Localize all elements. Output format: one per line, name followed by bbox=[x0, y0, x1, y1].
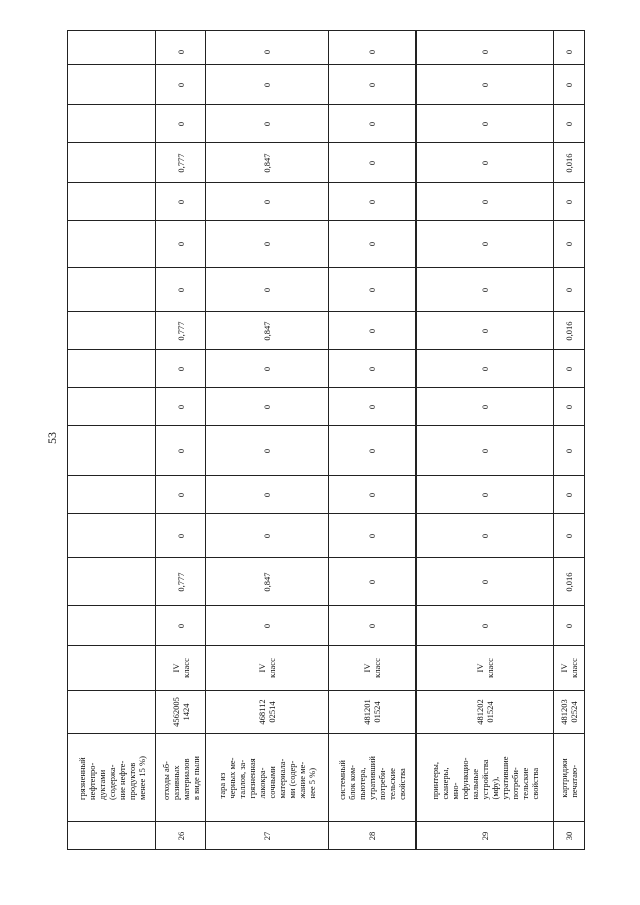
value-cell-text: 0 bbox=[480, 121, 490, 126]
waste-code-cell bbox=[329, 690, 415, 733]
value-cell bbox=[206, 425, 328, 475]
value-cell-text: 0 bbox=[175, 49, 186, 54]
value-cell-text: 0 bbox=[564, 287, 574, 292]
value-cell bbox=[554, 557, 584, 605]
hazard-class-cell-text: IV класс bbox=[170, 658, 191, 678]
value-cell-text: 0 bbox=[175, 623, 186, 628]
row-number-cell bbox=[68, 821, 155, 849]
value-cell bbox=[329, 513, 415, 557]
value-cell-text: 0 bbox=[367, 448, 377, 453]
value-cell-text: 0 bbox=[564, 623, 574, 628]
waste-name-cell bbox=[329, 733, 415, 821]
row-number-cell bbox=[329, 821, 415, 849]
value-cell bbox=[68, 182, 155, 220]
waste-table bbox=[67, 30, 585, 850]
value-cell-text: 0 bbox=[175, 241, 186, 247]
hazard-class-cell-text: IV класс bbox=[257, 658, 277, 678]
row-number-cell-text: 27 bbox=[262, 831, 272, 840]
waste-name-cell bbox=[554, 733, 584, 821]
value-cell bbox=[206, 182, 328, 220]
waste-name-cell-text: грязненный нефтепро- дуктами (содержа- ние нефте- продуктов менее 15 %) bbox=[76, 755, 147, 800]
value-cell bbox=[329, 425, 415, 475]
value-cell-text: 0 bbox=[367, 287, 377, 292]
hazard-class-cell bbox=[329, 645, 415, 690]
hazard-class-cell-text: IV класс bbox=[475, 658, 495, 678]
value-cell bbox=[68, 605, 155, 645]
waste-code-cell-text: 468112 02514 bbox=[257, 699, 277, 725]
value-cell bbox=[329, 267, 415, 311]
row-number-cell bbox=[206, 821, 328, 849]
value-cell-text: 0 bbox=[262, 533, 272, 538]
value-cell-text: 0 bbox=[564, 404, 574, 409]
value-cell bbox=[329, 605, 415, 645]
value-cell-text: 0 bbox=[564, 533, 574, 538]
waste-code-cell bbox=[554, 690, 584, 733]
row-number-cell bbox=[554, 821, 584, 849]
value-cell bbox=[206, 475, 328, 513]
value-cell bbox=[554, 220, 584, 267]
value-cell-text: 0 bbox=[175, 287, 186, 292]
row-number-cell-text: 29 bbox=[480, 831, 490, 840]
value-cell-text: 0 bbox=[262, 287, 272, 292]
value-cell bbox=[68, 267, 155, 311]
value-cell-text: 0 bbox=[367, 492, 377, 497]
waste-name-cell bbox=[156, 733, 205, 821]
value-cell bbox=[417, 220, 553, 267]
value-cell-text: 0 bbox=[480, 492, 490, 497]
value-cell-text: 0 bbox=[367, 328, 377, 333]
value-cell bbox=[329, 104, 415, 142]
hazard-class-cell bbox=[68, 645, 155, 690]
waste-code-cell-text: 481202 01524 bbox=[475, 699, 495, 725]
value-cell bbox=[206, 104, 328, 142]
value-cell bbox=[68, 39, 155, 64]
value-cell bbox=[206, 220, 328, 267]
value-cell bbox=[156, 557, 205, 605]
value-cell bbox=[206, 267, 328, 311]
table-row bbox=[417, 31, 554, 849]
value-cell bbox=[329, 142, 415, 182]
hazard-class-cell bbox=[417, 645, 553, 690]
waste-name-cell-text: картриджи печатаю- bbox=[559, 757, 579, 798]
waste-name-cell-text: принтеры, сканеры, мно- гофункцио- нальные устройства (мфу), утратившие потреби- тельские свойства bbox=[430, 755, 540, 800]
value-cell-text: 0 bbox=[367, 82, 377, 87]
value-cell-text: 0 bbox=[367, 199, 377, 204]
value-cell-text: 0 bbox=[262, 241, 272, 247]
value-cell bbox=[329, 64, 415, 104]
value-cell-text: 0 bbox=[175, 492, 186, 497]
value-cell bbox=[554, 39, 584, 64]
value-cell bbox=[554, 182, 584, 220]
value-cell bbox=[156, 182, 205, 220]
hazard-class-cell bbox=[156, 645, 205, 690]
value-cell-text: 0,847 bbox=[262, 320, 272, 341]
value-cell-text: 0 bbox=[367, 404, 377, 409]
value-cell bbox=[206, 64, 328, 104]
value-cell bbox=[329, 557, 415, 605]
hazard-class-cell-text: IV класс bbox=[362, 658, 382, 678]
value-cell-text: 0 bbox=[175, 533, 186, 538]
value-cell bbox=[156, 267, 205, 311]
value-cell-text: 0 bbox=[262, 404, 272, 409]
value-cell-text: 0 bbox=[175, 366, 186, 371]
value-cell-text: 0 bbox=[480, 404, 490, 409]
value-cell-text: 0 bbox=[564, 366, 574, 371]
hazard-class-cell bbox=[206, 645, 328, 690]
value-cell-text: 0 bbox=[367, 160, 377, 165]
waste-name-cell-text: тара из черных ме- таллов, за- грязненная лакокра- сочными материала- ми (содер- жание ме- нее 5 %) bbox=[217, 757, 317, 798]
value-cell bbox=[206, 142, 328, 182]
value-cell-text: 0 bbox=[262, 492, 272, 497]
value-cell-text: 0 bbox=[262, 448, 272, 453]
value-cell bbox=[329, 349, 415, 387]
hazard-class-cell bbox=[554, 645, 584, 690]
row-number-cell bbox=[417, 821, 553, 849]
value-cell bbox=[68, 475, 155, 513]
value-cell bbox=[554, 267, 584, 311]
value-cell-text: 0 bbox=[564, 121, 574, 126]
value-cell bbox=[417, 182, 553, 220]
value-cell-text: 0 bbox=[480, 579, 490, 584]
value-cell bbox=[68, 311, 155, 349]
value-cell-text: 0,016 bbox=[564, 152, 574, 173]
value-cell-text: 0 bbox=[367, 623, 377, 628]
value-cell bbox=[554, 64, 584, 104]
value-cell bbox=[417, 605, 553, 645]
value-cell-text: 0 bbox=[564, 49, 574, 54]
value-cell bbox=[554, 475, 584, 513]
value-cell bbox=[417, 557, 553, 605]
value-cell-text: 0 bbox=[175, 448, 186, 453]
value-cell bbox=[329, 220, 415, 267]
waste-code-cell-text: 481203 02524 bbox=[559, 699, 579, 725]
value-cell bbox=[156, 64, 205, 104]
value-cell bbox=[329, 39, 415, 64]
value-cell-text: 0 bbox=[367, 241, 377, 247]
table-row bbox=[329, 31, 417, 849]
waste-code-cell bbox=[206, 690, 328, 733]
value-cell-text: 0 bbox=[480, 533, 490, 538]
row-number-cell-text: 30 bbox=[564, 831, 574, 840]
value-cell-text: 0 bbox=[564, 199, 574, 204]
value-cell-text: 0 bbox=[367, 366, 377, 371]
value-cell bbox=[417, 513, 553, 557]
value-cell-text: 0 bbox=[480, 328, 490, 333]
table-row bbox=[554, 31, 584, 849]
value-cell-text: 0 bbox=[564, 492, 574, 497]
value-cell bbox=[156, 220, 205, 267]
value-cell-text: 0 bbox=[175, 121, 186, 126]
value-cell-text: 0 bbox=[564, 241, 574, 247]
value-cell-text: 0 bbox=[175, 82, 186, 87]
value-cell bbox=[554, 142, 584, 182]
value-cell bbox=[156, 513, 205, 557]
value-cell-text: 0 bbox=[262, 49, 272, 54]
value-cell-text: 0 bbox=[262, 366, 272, 371]
waste-name-cell-text: отходы аб- разивных материалов в виде пыли bbox=[160, 755, 201, 800]
value-cell-text: 0 bbox=[480, 241, 490, 247]
value-cell bbox=[68, 142, 155, 182]
value-cell-text: 0 bbox=[367, 49, 377, 54]
value-cell-text: 0,847 bbox=[262, 571, 272, 592]
value-cell bbox=[554, 104, 584, 142]
value-cell bbox=[206, 311, 328, 349]
table-row bbox=[206, 31, 329, 849]
value-cell bbox=[68, 104, 155, 142]
value-cell bbox=[417, 349, 553, 387]
value-cell bbox=[554, 605, 584, 645]
hazard-class-cell-text: IV класс bbox=[559, 658, 579, 678]
value-cell-text: 0 bbox=[480, 82, 490, 87]
value-cell bbox=[68, 64, 155, 104]
value-cell bbox=[554, 349, 584, 387]
value-cell bbox=[206, 605, 328, 645]
value-cell bbox=[156, 142, 205, 182]
value-cell bbox=[554, 425, 584, 475]
value-cell-text: 0 bbox=[262, 623, 272, 628]
row-number-cell bbox=[156, 821, 205, 849]
value-cell-text: 0,016 bbox=[564, 571, 574, 592]
value-cell bbox=[417, 104, 553, 142]
value-cell-text: 0,777 bbox=[175, 571, 186, 592]
waste-name-cell bbox=[68, 733, 155, 821]
value-cell-text: 0 bbox=[175, 404, 186, 409]
value-cell bbox=[156, 605, 205, 645]
value-cell bbox=[417, 387, 553, 425]
value-cell bbox=[68, 557, 155, 605]
waste-code-cell-text: 4562005 1424 bbox=[170, 697, 191, 727]
waste-code-cell-text: 481201 01524 bbox=[362, 699, 382, 725]
value-cell-text: 0 bbox=[367, 121, 377, 126]
value-cell bbox=[68, 220, 155, 267]
value-cell bbox=[329, 475, 415, 513]
waste-name-cell bbox=[417, 733, 553, 821]
value-cell bbox=[68, 513, 155, 557]
value-cell-text: 0 bbox=[480, 366, 490, 371]
value-cell bbox=[329, 182, 415, 220]
value-cell bbox=[206, 513, 328, 557]
value-cell bbox=[554, 387, 584, 425]
value-cell bbox=[329, 387, 415, 425]
waste-name-cell bbox=[206, 733, 328, 821]
value-cell-text: 0 bbox=[564, 448, 574, 453]
value-cell-text: 0,847 bbox=[262, 152, 272, 173]
value-cell-text: 0 bbox=[480, 49, 490, 54]
value-cell-text: 0 bbox=[480, 287, 490, 292]
value-cell-text: 0 bbox=[367, 533, 377, 538]
value-cell bbox=[206, 39, 328, 64]
value-cell-text: 0 bbox=[175, 199, 186, 204]
value-cell bbox=[417, 39, 553, 64]
value-cell bbox=[554, 513, 584, 557]
value-cell bbox=[156, 425, 205, 475]
value-cell-text: 0,016 bbox=[564, 320, 574, 341]
value-cell-text: 0 bbox=[262, 121, 272, 126]
table-row bbox=[156, 31, 206, 849]
waste-name-cell-text: системный блок ком- пьютера, утративший потреби- тельские свойства bbox=[337, 755, 407, 800]
value-cell-text: 0 bbox=[480, 623, 490, 628]
value-cell bbox=[156, 387, 205, 425]
value-cell bbox=[417, 142, 553, 182]
value-cell-text: 0 bbox=[564, 82, 574, 87]
waste-code-cell bbox=[68, 690, 155, 733]
value-cell-text: 0 bbox=[367, 579, 377, 584]
value-cell bbox=[206, 557, 328, 605]
value-cell bbox=[329, 311, 415, 349]
value-cell bbox=[417, 64, 553, 104]
value-cell bbox=[156, 104, 205, 142]
waste-code-cell bbox=[417, 690, 553, 733]
value-cell bbox=[156, 39, 205, 64]
value-cell bbox=[206, 349, 328, 387]
table-row bbox=[68, 31, 156, 849]
row-number-cell-text: 28 bbox=[367, 831, 377, 840]
value-cell-text: 0 bbox=[262, 199, 272, 204]
row-number-cell-text: 26 bbox=[175, 831, 186, 840]
value-cell-text: 0,777 bbox=[175, 320, 186, 341]
value-cell bbox=[417, 267, 553, 311]
value-cell-text: 0 bbox=[262, 82, 272, 87]
value-cell bbox=[68, 349, 155, 387]
value-cell bbox=[417, 425, 553, 475]
value-cell bbox=[206, 387, 328, 425]
value-cell-text: 0 bbox=[480, 199, 490, 204]
value-cell-text: 0 bbox=[480, 448, 490, 453]
value-cell bbox=[156, 349, 205, 387]
waste-code-cell bbox=[156, 690, 205, 733]
value-cell bbox=[68, 425, 155, 475]
value-cell-text: 0 bbox=[480, 160, 490, 165]
page-number: 53 bbox=[45, 432, 59, 444]
value-cell bbox=[417, 311, 553, 349]
value-cell bbox=[68, 387, 155, 425]
value-cell bbox=[156, 475, 205, 513]
value-cell bbox=[156, 311, 205, 349]
value-cell bbox=[554, 311, 584, 349]
value-cell-text: 0,777 bbox=[175, 152, 186, 173]
value-cell bbox=[417, 475, 553, 513]
